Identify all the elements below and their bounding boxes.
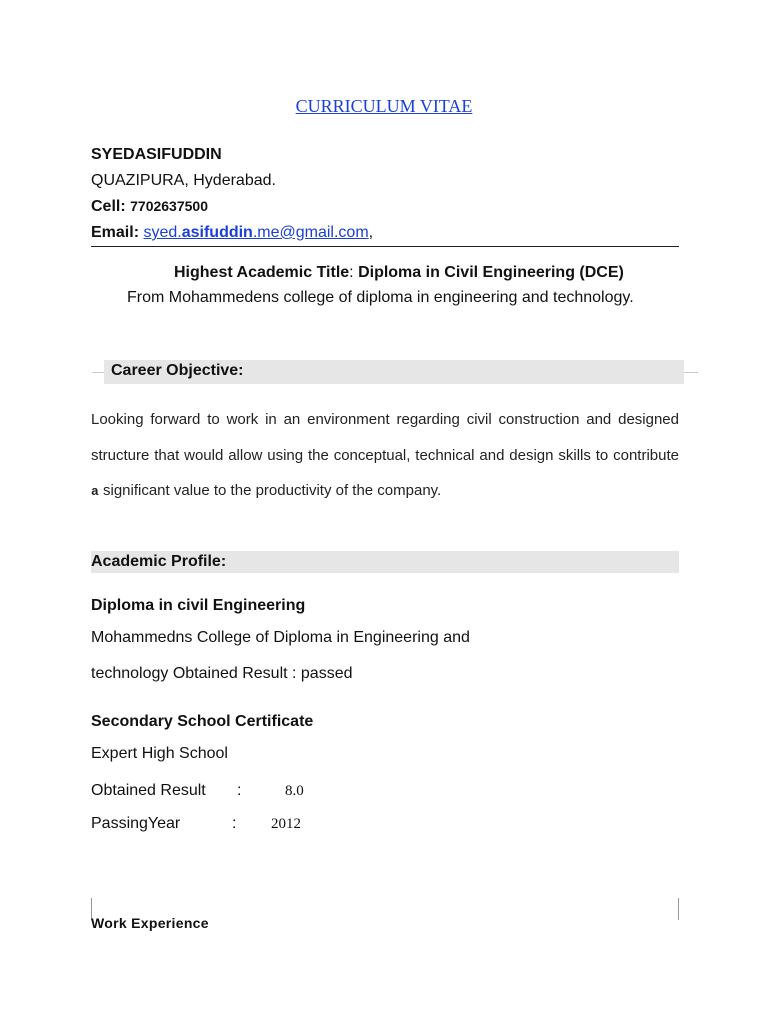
email-link[interactable] [143,224,368,241]
career-bar-right-tick [684,372,698,373]
highest-title-institution: From Mohammedens college of diploma in engineering and technology. [127,289,634,306]
passing-year-colon: : [232,815,237,832]
email-line [91,224,373,242]
email-label: Email: [91,224,140,241]
email-trailing-comma: , [368,224,374,241]
document-title: CURRICULUM VITAE [295,96,473,116]
academic-profile-heading: Academic Profile: [91,553,227,570]
email-part-bold: asifuddin [181,224,253,241]
highest-title-label: Highest Academic Title [174,264,350,281]
cell-line [91,198,208,216]
highest-academic-title [174,264,624,282]
work-experience-heading: Work Experience [91,915,209,931]
cell-label: Cell: [91,198,126,215]
obtained-result-label: Obtained Result [91,782,206,799]
highest-title-value: Diploma in Civil Engineering (DCE) [358,264,624,281]
passing-year-value: 2012 [271,816,301,832]
career-objective-heading: Career Objective: [111,362,244,379]
college-line-1: Mohammedns College of Diploma in Engineering and [91,629,470,646]
email-part-post: .me@gmail.com [252,224,369,241]
career-bar-left-tick [92,372,104,373]
cell-number: 7702637500 [130,198,208,214]
diploma-title: Diploma in civil Engineering [91,597,306,614]
email-part-pre: syed. [143,224,182,241]
address: QUAZIPURA, Hyderabad. [91,172,276,189]
highest-title-separator: : [349,264,359,281]
obtained-result-colon: : [237,782,242,799]
objective-article: a [91,484,99,499]
header-divider [91,246,679,247]
passing-year-label: PassingYear [91,815,181,832]
college-line-2: technology Obtained Result : passed [91,665,353,682]
section-right-marker [678,898,679,920]
objective-part-1: Looking forward to work in an environment regarding civil construction and designed structure that would allow using the conceptual, technical and design skills to contribute [91,411,679,464]
school-name: Expert High School [91,745,228,762]
objective-part-2: significant value to the productivity of the company. [102,482,442,499]
ssc-title: Secondary School Certificate [91,713,314,730]
obtained-result-value: 8.0 [285,783,304,799]
candidate-name: SYEDASIFUDDIN [91,146,222,163]
career-objective-text [91,402,679,510]
